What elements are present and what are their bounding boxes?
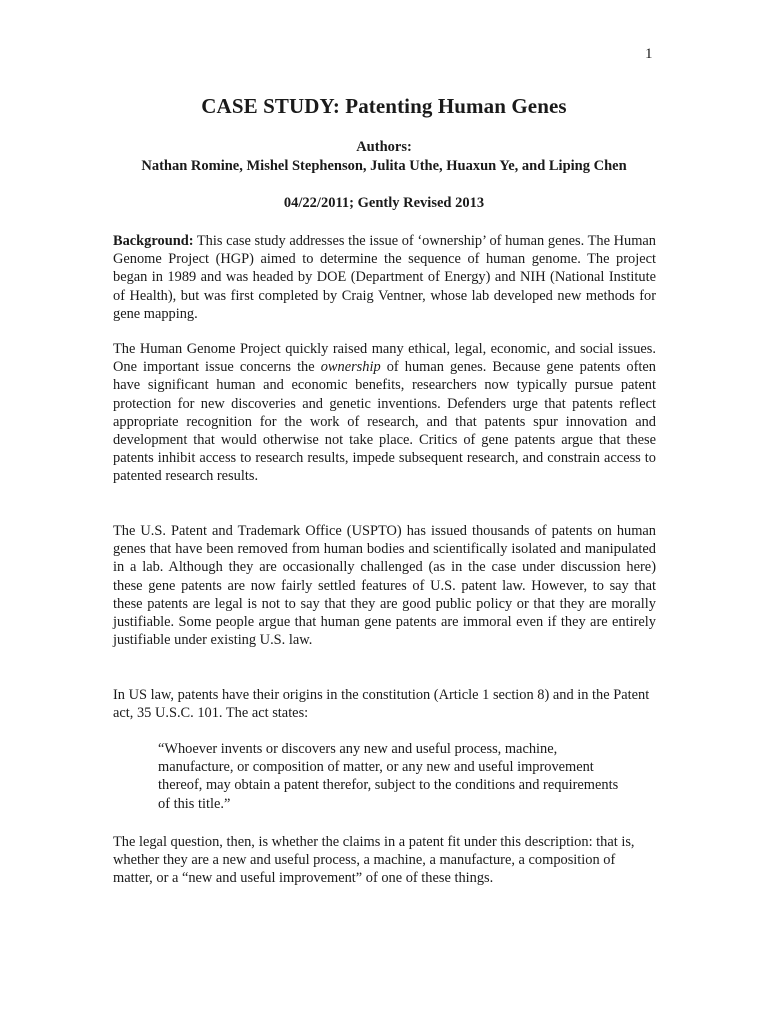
ownership-paragraph-start: The Human Genome Project quickly raised many ethical, legal, economic, and social issues. One important issue concerns the bbox=[113, 341, 656, 376]
authors-names: Nathan Romine, Mishel Stephenson, Julita Uthe, Huaxun Ye, and Liping Chen bbox=[141, 158, 627, 174]
ownership-emphasis: ownership bbox=[320, 359, 381, 376]
document-title: CASE STUDY: Patenting Human Genes bbox=[201, 94, 567, 118]
legal-question-paragraph: The legal question, then, is whether the claims in a patent fit under this description: that is, whether they are a new and useful process, a machine, a manufacture, a composition of matter, or a “new and useful improvement” of one of these things. bbox=[113, 834, 635, 887]
authors-label: Authors: bbox=[356, 139, 412, 155]
date-line: 04/22/2011; Gently Revised 2013 bbox=[283, 195, 485, 211]
background-paragraph bbox=[113, 232, 656, 323]
us-law-paragraph: In US law, patents have their origins in the constitution (Article 1 section 8) and in the Patent act, 35 U.S.C. 101. The act states: bbox=[113, 687, 650, 722]
uspto-paragraph: The U.S. Patent and Trademark Office (USPTO) has issued thousands of patents on human genes that have been removed from human bodies and scientifically isolated and manipulated in a lab. Although they are occasionally challenged (as in the case under discussion here) these gene patents are now fairly settled features of U.S. patent law. However, to say that these patents are legal is not to say that they are good public policy or that they are morally justifiable. Some people argue that human gene patents are immoral even if they are entirely justifiable under existing U.S. law. bbox=[113, 523, 656, 649]
ownership-paragraph-end: of human genes. Because gene patents often have significant human and economic benefits, researchers now typically pursue patent protection for new discoveries and genetic inventions. Defenders urge that patents reflect appropriate recognition for the work of research, and that patents spur innovation and development that would otherwise not take place. Critics of gene patents argue that these patents inhibit access to research results, impede subsequent research, and constrain access to patented research results. bbox=[113, 359, 657, 485]
ownership-paragraph bbox=[113, 340, 656, 486]
background-label: Background: bbox=[113, 233, 194, 249]
statute-quote: “Whoever invents or discovers any new and useful process, machine, manufacture, or composition of matter, or any new and useful improvement thereof, may obtain a patent therefor, subject to the conditions and requirements of this title.” bbox=[158, 741, 619, 812]
background-text: This case study addresses the issue of ‘ownership’ of human genes. The Human Genome Project (HGP) aimed to determine the sequence of human genome. The project began in 1989 and was headed by DOE (Department of Energy) and NIH (National Institute of Health), but was first completed by Craig Ventner, whose lab developed new methods for gene mapping. bbox=[113, 233, 656, 322]
page-number: 1 bbox=[645, 46, 653, 62]
